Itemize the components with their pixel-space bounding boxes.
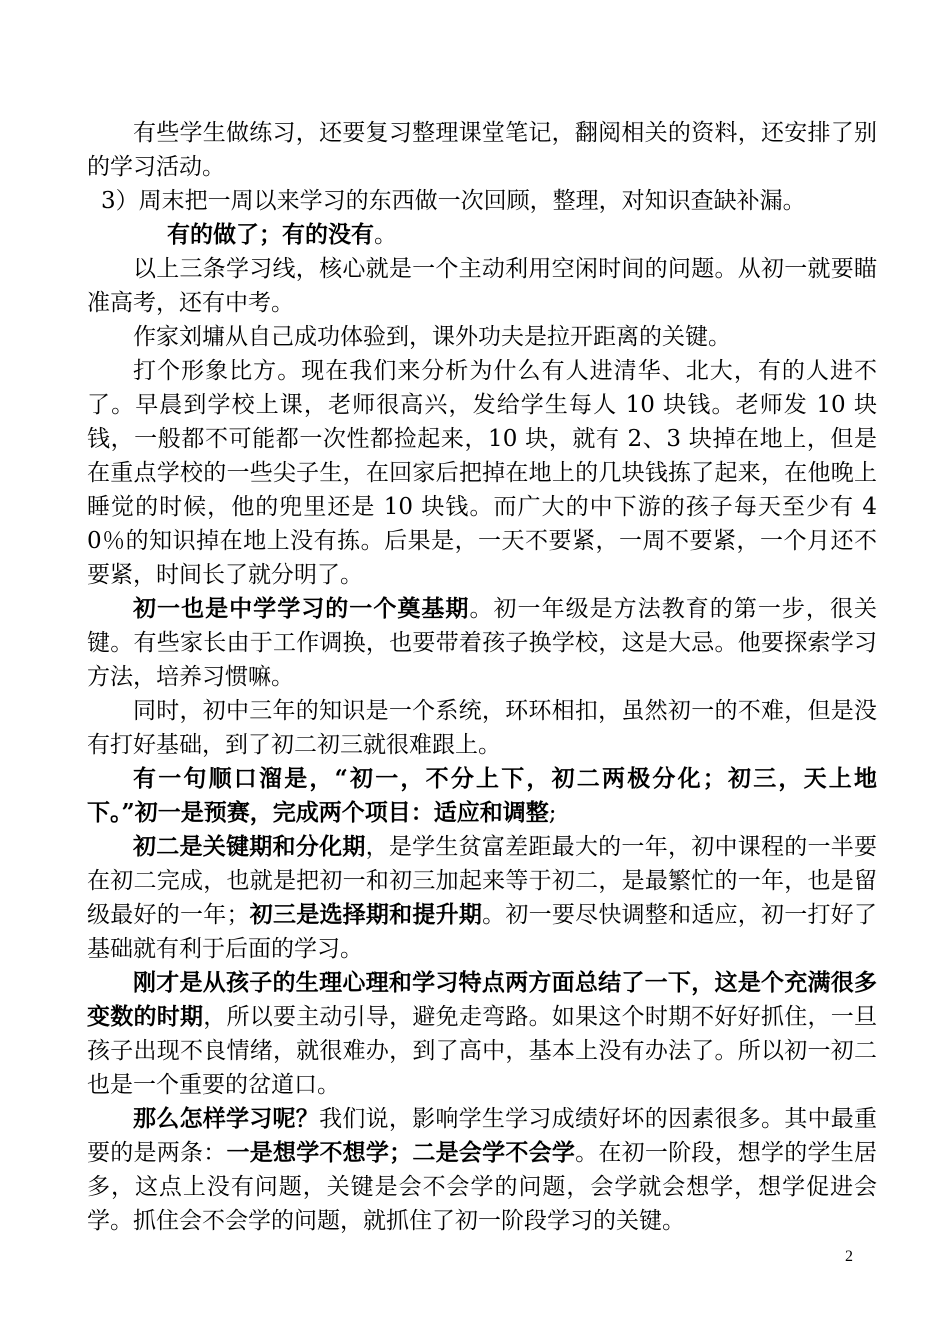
bold-text-segment: 有一句顺口溜是，“初一，不分上下，初二两极分化；初三，天上地下。”初一是预赛，完成两个项目：适应和调整 xyxy=(87,765,877,826)
text-segment: ，是学生贫富差距最大的一年，初中课程的一半要在初二完成，也就是把初一和初三加起来等于初二，是最繁忙的一年，也是留级最好的一年； xyxy=(87,834,878,928)
bold-text-segment: 初一也是中学学习的一个奠基期 xyxy=(133,595,470,622)
text-segment: 。在初一阶段，想学的学生居多，这点上没有问题，关键是会不会学的问题，会学就会想学，想学促进会学。抓住会不会学的问题，就抓住了初一阶段学习的关键。 xyxy=(87,1140,878,1234)
paragraph xyxy=(87,320,877,354)
text-segment: 同时，初中三年的知识是一个系统，环环相扣，虽然初一的不难，但是没有打好基础，到了初二初三就很难跟上。 xyxy=(87,698,877,758)
text-segment: ; xyxy=(548,800,557,826)
bold-text-segment: 初二是关键期和分化期 xyxy=(133,833,366,860)
bold-text-segment: 那么怎样学习呢？ xyxy=(133,1105,320,1132)
text-segment: 。 xyxy=(374,222,397,248)
bold-text-segment: 一是想学不想学；二是会学不会学 xyxy=(226,1139,576,1166)
paragraph xyxy=(87,252,877,320)
paragraph xyxy=(87,1102,877,1238)
paragraph xyxy=(87,592,877,694)
text-segment: 有些学生做练习，还要复习整理课堂笔记，翻阅相关的资料，还安排了别的学习活动。 xyxy=(87,120,877,180)
text-segment: 3）周末把一周以来学习的东西做一次回顾，整理，对知识查缺补漏。 xyxy=(101,188,806,214)
text-segment: 。初一年级是方法教育的第一步，很关键。有些家长由于工作调换，也要带着孩子换学校，这是大忌。他要探索学习方法，培养习惯嘛。 xyxy=(87,596,878,690)
paragraph xyxy=(87,966,877,1102)
bold-text-segment: 刚才是从孩子的生理心理和学习特点两方面总结了一下，这是个充满很多变数的时期 xyxy=(87,969,877,1030)
text-segment: 作家刘墉从自己成功体验到，课外功夫是拉开距离的关键。 xyxy=(133,324,731,350)
text-segment: 。初一要尽快调整和适应，初一打好了基础就有利于后面的学习。 xyxy=(87,902,878,962)
bold-text-segment: 初三是选择期和提升期 xyxy=(249,901,483,928)
text-segment: 我们说，影响学生学习成绩好坏的因素很多。其中最重要的是两条： xyxy=(87,1106,878,1166)
paragraph xyxy=(87,694,877,762)
paragraph xyxy=(87,218,877,252)
document-body xyxy=(87,116,877,1238)
paragraph xyxy=(87,354,877,592)
text-segment: ，所以要主动引导，避免走弯路。如果这个时期不好好抓住，一旦孩子出现不良情绪，就很难办，到了高中，基本上没有办法了。所以初一初二也是一个重要的岔道口。 xyxy=(87,1004,878,1098)
paragraph xyxy=(87,830,877,966)
text-segment: 打个形象比方。现在我们来分析为什么有人进清华、北大，有的人进不了。早晨到学校上课，老师很高兴，发给学生每人 10 块钱。老师发 10 块钱，一般都不可能都一次性都捡起来，10 块，就有 2、3 块掉在地上，但是在重点学校的一些尖子生，在回家后把掉在地上的几块钱拣了起来，在他晚上睡觉的时候，他的兜里还是 10 块钱。而广大的中下游的孩子每天至少有 40％的知识掉在地上没有拣。后果是，一天不要紧，一周不要紧，一个月还不要紧，时间长了就分明了。 xyxy=(87,358,877,588)
paragraph xyxy=(87,116,877,184)
text-segment: 以上三条学习线，核心就是一个主动利用空闲时间的问题。从初一就要瞄准高考，还有中考。 xyxy=(87,256,877,316)
bold-text-segment: 有的做了；有的没有 xyxy=(167,221,374,248)
page-number: 2 xyxy=(845,1248,853,1265)
paragraph xyxy=(87,762,877,830)
paragraph xyxy=(87,184,877,218)
